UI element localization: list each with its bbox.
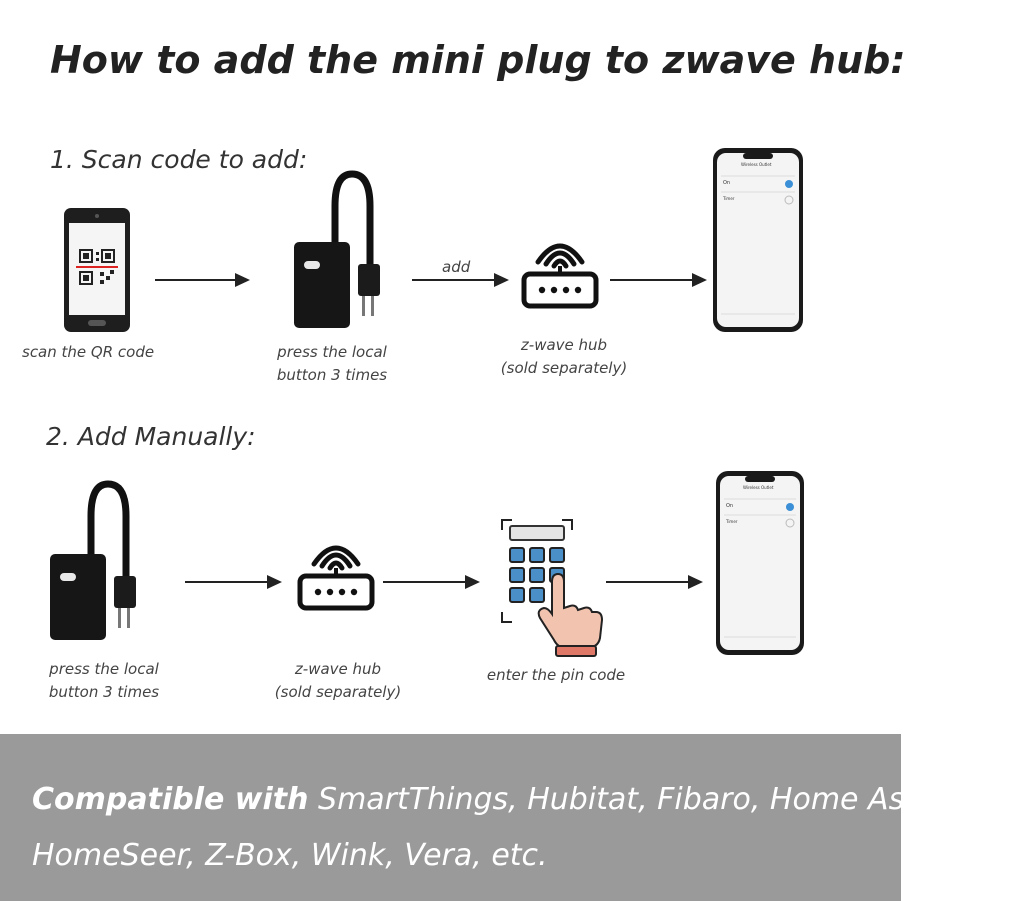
page-title: How to add the mini plug to zwave hub: <box>50 38 906 82</box>
app-row-timer: Timer <box>723 196 735 201</box>
arrow-right-icon <box>606 574 703 590</box>
caption-hub <box>268 658 408 704</box>
smart-plug-icon <box>46 476 138 643</box>
step2-heading: 2. Add Manually: <box>46 422 256 451</box>
app-row-on: On <box>723 180 731 186</box>
app-row-timer: Timer <box>726 519 738 524</box>
caption-hub <box>494 334 634 380</box>
caption-pin-code: enter the pin code <box>486 666 626 684</box>
caption-line: press the local <box>49 660 159 678</box>
step1-heading: 1. Scan code to add: <box>50 145 308 174</box>
caption-line: z-wave hub <box>520 336 608 354</box>
arrow-right-icon <box>185 574 282 590</box>
caption-line: (sold separately) <box>500 359 628 377</box>
arrow-right-icon <box>155 272 250 288</box>
arrow-right-icon <box>610 272 707 288</box>
smartphone-app-icon <box>716 471 804 655</box>
smartphone-app-icon <box>713 148 803 332</box>
app-header: Wireless Outlet <box>743 485 774 490</box>
caption-line: (sold separately) <box>274 683 402 701</box>
app-header: Wireless Outlet <box>741 162 772 167</box>
compatibility-footer <box>0 734 1014 901</box>
compatible-label: Compatible with <box>32 782 309 817</box>
footer-line-2: HomeSeer, Z-Box, Wink, Vera, etc. <box>32 838 548 873</box>
footer-line-1 <box>32 782 1014 817</box>
arrow-label-add: add <box>442 258 471 276</box>
caption-press-button <box>262 341 402 387</box>
caption-line: z-wave hub <box>294 660 382 678</box>
arrow-right-icon <box>412 272 509 288</box>
caption-line: press the local <box>277 343 387 361</box>
caption-scan-qr: scan the QR code <box>22 343 155 361</box>
hand-pointer-icon <box>539 574 602 656</box>
compatible-list-1: SmartThings, Hubitat, Fibaro, Home Assistant, <box>318 782 1014 817</box>
caption-line: button 3 times <box>48 683 160 701</box>
keypad-icon <box>500 518 604 658</box>
zwave-hub-icon <box>520 232 600 310</box>
phone-qr-icon <box>64 208 130 332</box>
caption-press-button <box>34 658 174 704</box>
smart-plug-icon <box>290 166 382 331</box>
caption-line: button 3 times <box>276 366 388 384</box>
arrow-right-icon <box>383 574 480 590</box>
zwave-hub-icon <box>296 534 376 612</box>
app-row-on: On <box>726 503 734 509</box>
